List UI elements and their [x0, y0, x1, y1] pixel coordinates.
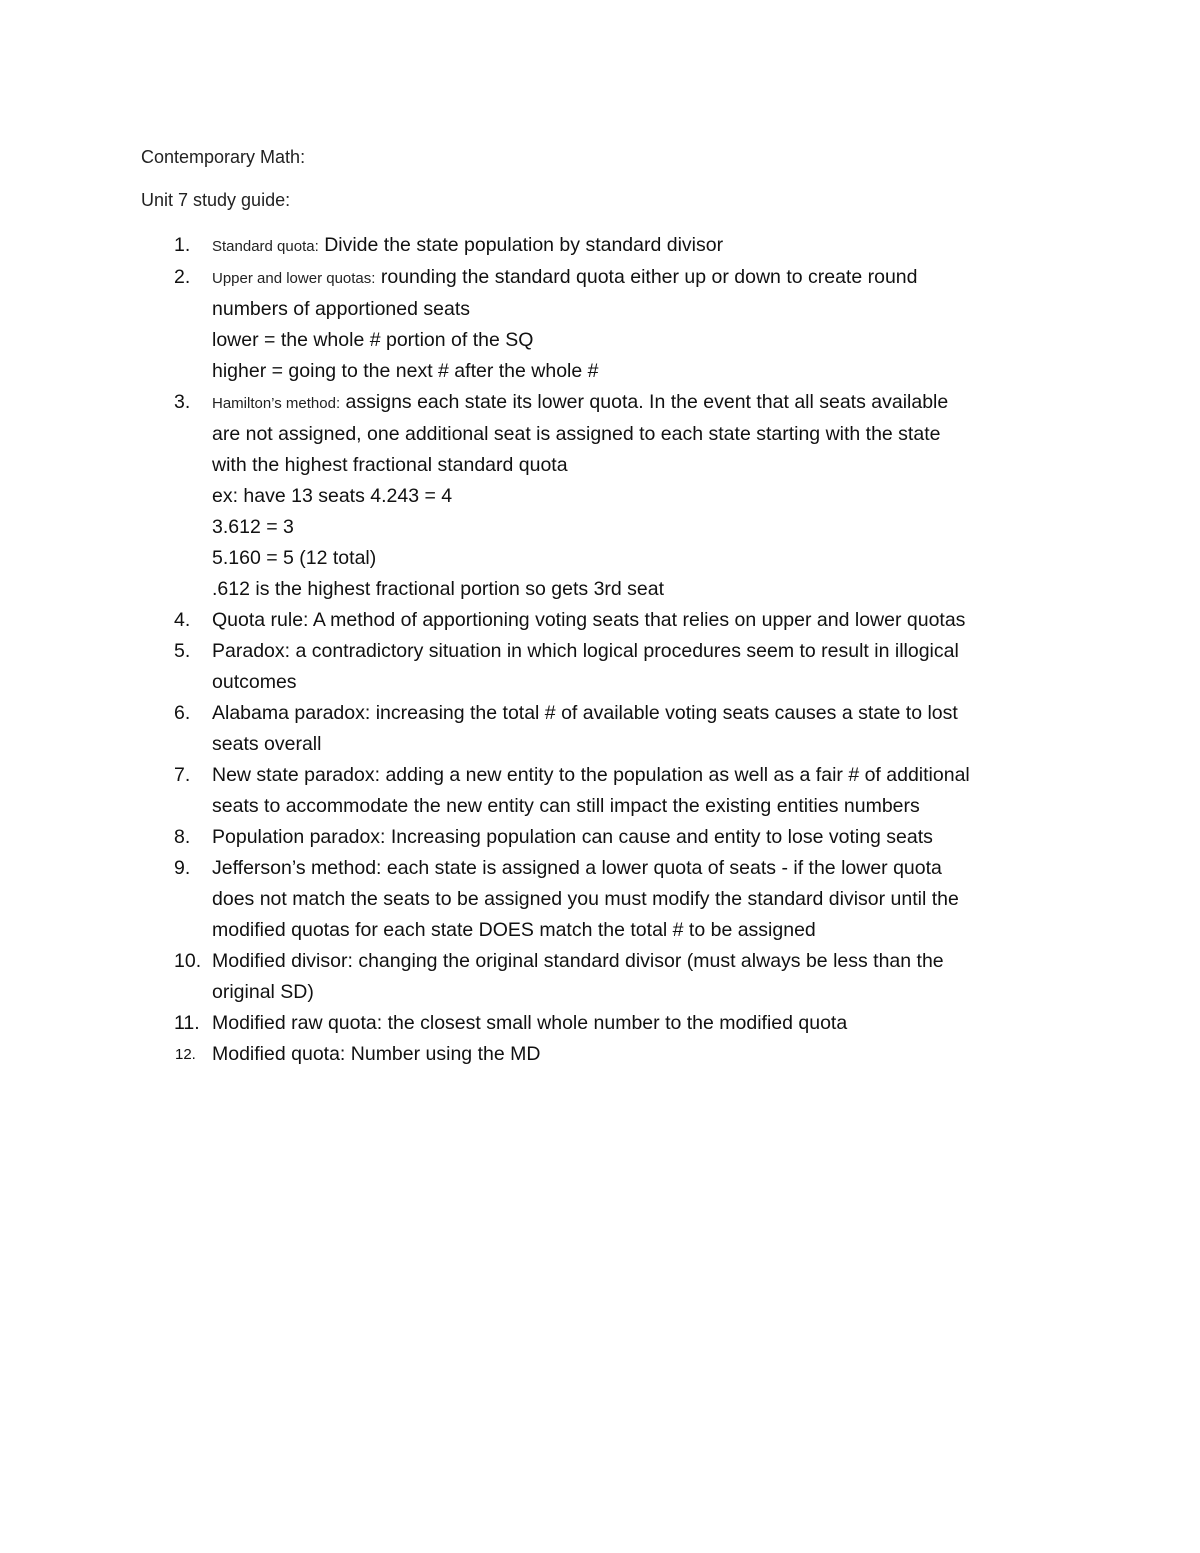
list-item [0, 760, 1200, 822]
list-item [0, 230, 1200, 262]
item-line: outcomes [212, 671, 297, 693]
item-number: 11. [174, 1012, 200, 1034]
item-term: Alabama paradox: [212, 702, 371, 724]
list-item [0, 853, 1200, 946]
item-line: adding a new entity to the population as well as a fair # of additional [385, 764, 970, 786]
item-term: Jefferson’s method: [212, 857, 382, 879]
item-term: Population paradox: [212, 826, 386, 848]
list-item [0, 1039, 1200, 1070]
item-line: assigns each state its lower quota. In the event that all seats available [345, 391, 949, 413]
item-line: increasing the total # of available voting seats causes a state to lost [375, 702, 958, 724]
item-number: 4. [174, 609, 191, 631]
item-line: Increasing population can cause and entity to lose voting seats [390, 826, 933, 848]
document-subtitle: Unit 7 study guide: [141, 190, 291, 210]
item-line: A method of apportioning voting seats that relies on upper and lower quotas [312, 609, 966, 631]
item-line: modified quotas for each state DOES match the total # to be assigned [212, 919, 816, 941]
item-number: 5. [174, 640, 191, 662]
item-number: 3. [174, 391, 191, 413]
item-line: 5.160 = 5 (12 total) [212, 547, 377, 569]
item-line: seats overall [212, 733, 322, 755]
item-line: rounding the standard quota either up or down to create round [380, 266, 918, 288]
list-item [0, 636, 1200, 698]
item-number: 9. [174, 857, 191, 879]
item-line: changing the original standard divisor (must always be less than the [358, 950, 944, 972]
item-number: 12. [175, 1046, 196, 1063]
item-number: 10. [174, 950, 202, 972]
item-term: Paradox: [212, 640, 291, 662]
item-line: ex: have 13 seats 4.243 = 4 [212, 485, 453, 507]
item-number: 8. [174, 826, 191, 848]
item-term: Hamilton’s method: [212, 395, 341, 412]
list-item [0, 822, 1200, 853]
item-line: numbers of apportioned seats [212, 298, 470, 320]
item-line: a contradictory situation in which logical procedures seem to result in illogical [295, 640, 959, 662]
item-line: Divide the state population by standard divisor [324, 234, 724, 256]
list-item [0, 698, 1200, 760]
item-term: Standard quota: [212, 238, 319, 255]
item-number: 1. [174, 234, 191, 256]
item-number: 6. [174, 702, 191, 724]
item-term: New state paradox: [212, 764, 381, 786]
item-line: with the highest fractional standard quota [212, 454, 568, 476]
item-term: Modified quota: [212, 1043, 346, 1065]
document-title: Contemporary Math: [141, 147, 306, 167]
item-line: 3.612 = 3 [212, 516, 294, 538]
item-line: does not match the seats to be assigned you must modify the standard divisor until the [212, 888, 959, 910]
item-line: lower = the whole # portion of the SQ [212, 329, 534, 351]
list-item [0, 946, 1200, 1008]
item-line: seats to accommodate the new entity can still impact the existing entities numbers [212, 795, 920, 817]
item-term: Upper and lower quotas: [212, 270, 376, 287]
item-line: original SD) [212, 981, 314, 1003]
study-guide-list [0, 230, 1200, 1070]
item-line: .612 is the highest fractional portion so gets 3rd seat [212, 578, 665, 600]
item-line: Number using the MD [350, 1043, 541, 1065]
list-item [0, 1008, 1200, 1039]
item-term: Modified divisor: [212, 950, 353, 972]
list-item [0, 605, 1200, 636]
item-line: each state is assigned a lower quota of seats - if the lower quota [386, 857, 942, 879]
list-item [0, 387, 1200, 605]
item-number: 7. [174, 764, 191, 786]
item-number: 2. [174, 266, 191, 288]
item-line: the closest small whole number to the modified quota [387, 1012, 848, 1034]
list-item [0, 262, 1200, 387]
item-line: are not assigned, one additional seat is assigned to each state starting with the state [212, 423, 941, 445]
item-term: Quota rule: [212, 609, 309, 631]
item-line: higher = going to the next # after the whole # [212, 360, 599, 382]
item-term: Modified raw quota: [212, 1012, 383, 1034]
